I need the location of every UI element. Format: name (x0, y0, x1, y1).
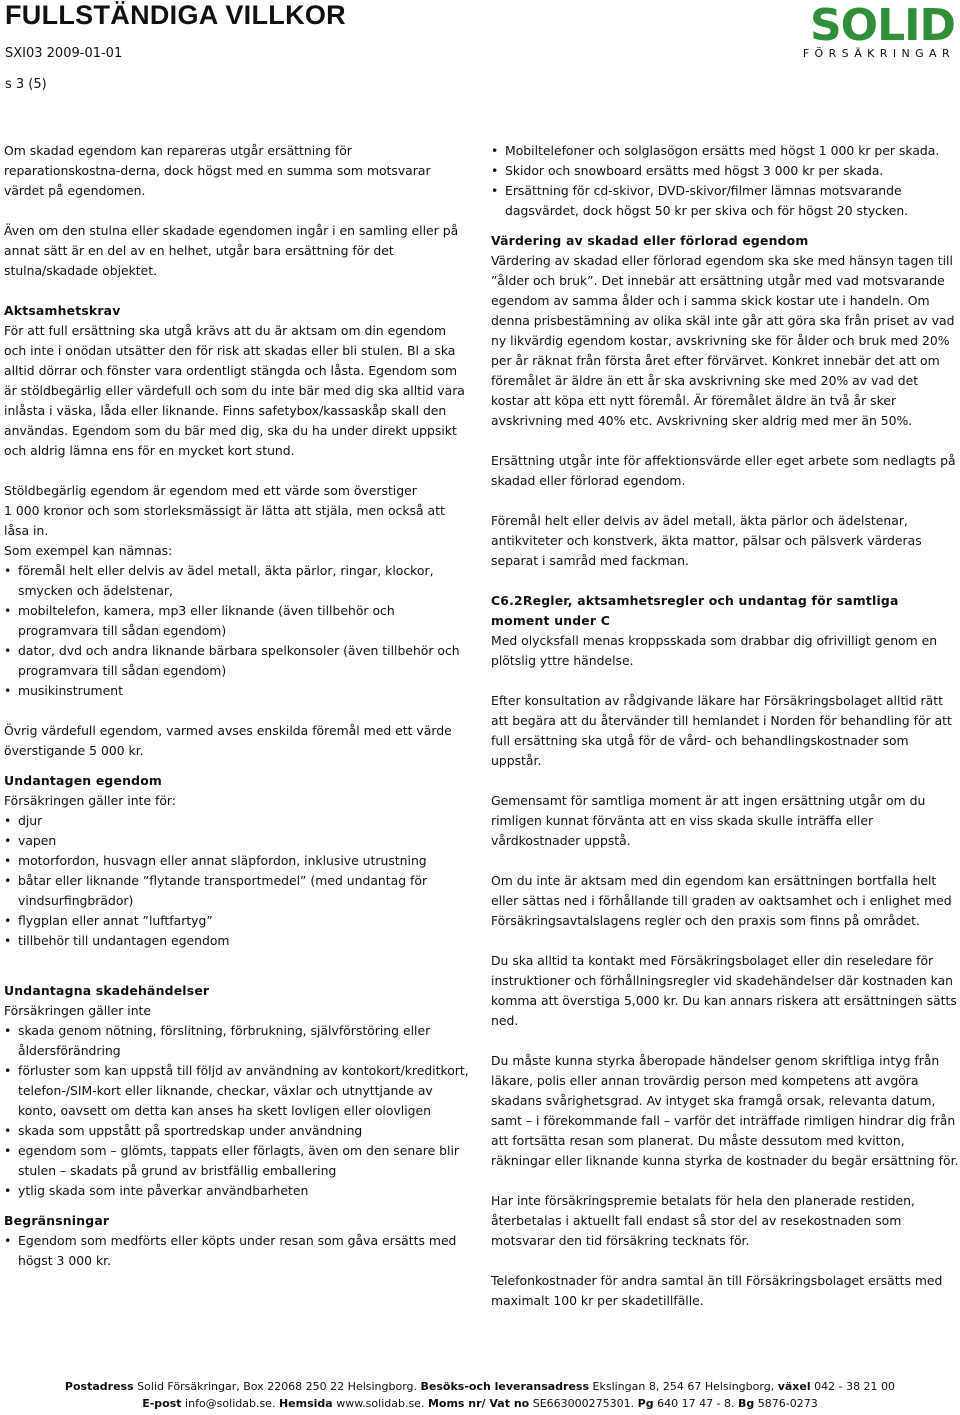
footer-label: Moms nr/ Vat no (427, 1397, 530, 1410)
list-item: • djur (4, 811, 469, 831)
paragraph-stoldbegarlig-2: 1 000 kronor och som storleksmässigt är lätta att stjäla, men också att låsa in. (4, 503, 445, 538)
list-item: • Skidor och snowboard ersätts med högst 3 000 kr per skada. (491, 161, 959, 181)
list-item: • ytlig skada som inte påverkar användbarheten (4, 1181, 469, 1201)
footer-label: Hemsida (278, 1397, 333, 1410)
paragraph-samling: Även om den stulna eller skadade egendomen ingår i en samling eller på annat sätt är en del av en helhet, utgår bara ersättning för det stulna/skadade objektet. (4, 223, 459, 278)
paragraph-telefonkostnader: Telefonkostnader för andra samtal än till Försäkringsbolaget ersätts med maximalt 100 kr per skadetillfälle. (491, 1273, 943, 1308)
footer-email-link[interactable]: info@solidab.se. (185, 1397, 276, 1410)
footer-value: 042 - 38 21 00 (814, 1380, 896, 1393)
skadehandelser-list (4, 1021, 469, 1201)
footer-label: E-post (142, 1397, 182, 1410)
list-item: • Mobiltelefoner och solglasögon ersätts med högst 1 000 kr per skada. (491, 141, 959, 161)
heading-aktsamhetskrav: Aktsamhetskrav (4, 303, 121, 318)
heading-undantagen-egendom: Undantagen egendom (4, 773, 163, 788)
paragraph-stoldbegarlig-1: Stöldbegärlig egendom är egendom med ett värde som överstiger (4, 483, 417, 498)
begransningar-list (4, 1231, 469, 1271)
list-item: • egendom som – glömts, tappats eller förlagts, även om den senare blir stulen – skadats på grund av bristfällig emballering (4, 1141, 469, 1181)
list-item: • Ersättning för cd-skivor, DVD-skivor/filmer lämnas motsvarande dagsvärdet, dock högst 50 kr per skiva och för högst 20 stycken. (491, 181, 959, 221)
paragraph-olycksfall: Med olycksfall menas kroppsskada som drabbar dig ofrivilligt genom en plötslig yttre händelse. (491, 633, 938, 668)
list-item: • Egendom som medförts eller köpts under resan som gåva ersätts med högst 3 000 kr. (4, 1231, 469, 1271)
logo-word: SOLID (809, 0, 955, 51)
paragraph-ovrig-vardefull: Övrig värdefull egendom, varmed avses enskilda föremål med ett värde överstigande 5 000 kr. (4, 723, 452, 758)
left-column (4, 141, 469, 1271)
right-column (491, 141, 959, 1311)
list-item: • skada genom nötning, förslitning, förbrukning, självförstöring eller åldersförändring (4, 1021, 469, 1061)
heading-undantagna-skadehandelser: Undantagna skadehändelser (4, 983, 210, 998)
list-item: • tillbehör till undantagen egendom (4, 931, 469, 951)
paragraph-undantagen: Försäkringen gäller inte för: (4, 793, 176, 808)
undantagen-list (4, 811, 469, 951)
footer-value: 640 17 47 - 8. (657, 1397, 735, 1410)
footer-line-2 (0, 1397, 960, 1410)
list-item: • motorfordon, husvagn eller annat släpfordon, inklusive utrustning (4, 851, 469, 871)
logo-subtitle: FÖRSÄKRINGAR (802, 47, 955, 60)
list-item: • vapen (4, 831, 469, 851)
list-item: • mobiltelefon, kamera, mp3 eller liknande (även tillbehör och programvara till sådan egendom) (4, 601, 469, 641)
paragraph-konsultation: Efter konsultation av rådgivande läkare har Försäkringsbolaget alltid rätt att begära att du återvänder till hemlandet i Norden för behandling för att full ersättning ska utgå för de vård- och behandlingskostnader som uppstår. (491, 693, 952, 768)
list-item: • föremål helt eller delvis av ädel metall, äkta pärlor, ringar, klockor, smycken och ädelstenar, (4, 561, 469, 601)
paragraph-aktsamhetskrav: För att full ersättning ska utgå krävs att du är aktsam om din egendom och inte i onödan utsätter den för risk att skadas eller bli stulen. Bl a ska alltid dörrar och fönster vara ordentligt stängda och låsta. Egendom som är stöldbegärlig eller värdefull och som du inte bär med dig ska alltid vara inlåsta i väska, låda eller liknande. Finns safetybox/kassaskåp skall den användas. Egendom som du bär med dig, ska du ha under direkt uppsikt och aldrig lämna ens för en mycket kort stund. (4, 323, 465, 458)
paragraph-undantagna-skadehandelser: Försäkringen gäller inte (4, 1003, 152, 1018)
paragraph-gemensamt: Gemensamt för samtliga moment är att ingen ersättning utgår om du rimligen kunnat förvänta att en viss skada skulle inträffa eller vårdkostnader uppstå. (491, 793, 926, 848)
paragraph-reparation: Om skadad egendom kan repareras utgår ersättning för reparationskostna-derna, dock högst med en summa som motsvarar värdet på egendomen. (4, 143, 431, 198)
heading-begransningar: Begränsningar (4, 1213, 110, 1228)
ersattning-list (491, 141, 959, 221)
list-item: • flygplan eller annat ”luftfartyg” (4, 911, 469, 931)
list-item: • dator, dvd och andra liknande bärbara spelkonsoler (även tillbehör och programvara till sådan egendom) (4, 641, 469, 681)
solid-logo (785, 0, 955, 62)
list-item: • musikinstrument (4, 681, 469, 701)
list-item: • skada som uppstått på sportredskap under användning (4, 1121, 469, 1141)
footer-value: Ekslingan 8, 254 67 Helsingborg, (592, 1380, 775, 1393)
document-title: FULLSTÄNDIGA VILLKOR (5, 0, 346, 30)
footer-label: Bg (738, 1397, 755, 1410)
page-number: s 3 (5) (5, 77, 47, 92)
footer-value: Solid Försäkringar, Box 22068 250 22 Helsingborg. (137, 1380, 418, 1393)
exempel-list (4, 561, 469, 701)
footer-value: 5876-0273 (757, 1397, 818, 1410)
paragraph-aktsam-egendom: Om du inte är aktsam med din egendom kan ersättningen bortfalla helt eller sättas ned i förhållande till graden av oaktsamhet och i enlighet med Försäkringsavtalslagens regler och den praxis som finns på området. (491, 873, 952, 928)
paragraph-exempel: Som exempel kan nämnas: (4, 543, 173, 558)
paragraph-styrka: Du måste kunna styrka åberopade händelser genom skriftliga intyg från läkare, polis eller annan trovärdig person med kompetens att avgöra skadans svårighetsgrad. Av intyget ska framgå orsak, relevanta datum, samt – i förekommande fall – varför det inträffade rimligen hindrar dig från att fortsätta resan som planerat. Du måste dessutom med kvitton, räkningar eller liknande kunna styrka de kostnader du begär ersättning för. (491, 1053, 959, 1168)
footer-website-link[interactable]: www.solidab.se. (336, 1397, 425, 1410)
paragraph-premie: Har inte försäkringspremie betalats för hela den planerade restiden, återbetalas i aktuellt fall endast så stor del av resekostnaden som motsvarar den tid försäkring tecknats för. (491, 1193, 915, 1248)
paragraph-affektionsvarde: Ersättning utgår inte för affektionsvärde eller eget arbete som nedlagts på skadad eller förlorad egendom. (491, 453, 956, 488)
paragraph-foremal-adel-metall: Föremål helt eller delvis av ädel metall, äkta pärlor och ädelstenar, antikviteter och konstverk, äkta mattor, pälsar och pälsverk värderas separat i samråd med fackman. (491, 513, 922, 568)
footer-line-1 (0, 1380, 960, 1393)
heading-vardering: Värdering av skadad eller förlorad egendom (491, 233, 809, 248)
footer-label: Pg (637, 1397, 654, 1410)
heading-c6-2: C6.2Regler, aktsamhetsregler och undantag för samtliga moment under C (491, 593, 899, 628)
footer-value: SE663000275301. (532, 1397, 635, 1410)
paragraph-vardering: Värdering av skadad eller förlorad egendom ska ske med hänsyn tagen till ”ålder och bruk”. Det innebär att ersättning utgår med vad motsvarande egendom av samma ålder och i samma skick kostar ute i handeln. Om denna prisbestämning av olika skäl inte går att göra ska från priset av vad ny likvärdig egendom kostar, avskrivning ske för ålder och bruk med 20% per år räknat från första året efter förvärvet. Konkret innebär det att om föremålet är äldre än ett år ska avskrivning ske med 20% av vad det kostar att köpa ett nytt föremål. Är föremålet äldre än två år sker avskrivning med 40% etc. Avskrivning sker aldrig med mer än 50%. (491, 253, 955, 428)
footer-label: Besöks-och leveransadress (420, 1380, 590, 1393)
list-item: • båtar eller liknande ”flytande transportmedel” (med undantag för vindsurfingbrädor) (4, 871, 469, 911)
paragraph-kontakt: Du ska alltid ta kontakt med Försäkringsbolaget eller din reseledare för instruktioner och förhållningsregler vid skadehändelser där kostnaden kan komma att överstiga 5,000 kr. Du kan annars riskera att ersättningen sätts ned. (491, 953, 957, 1028)
footer-label: Postadress (64, 1380, 134, 1393)
list-item: • förluster som kan uppstå till följd av användning av kontokort/kreditkort, telefon-/SIM-kort eller liknande, checkar, växlar och utnyttjande av konto, oavsett om detta kan anses ha skett lovligen eller olovligen (4, 1061, 469, 1121)
footer-label: växel (777, 1380, 811, 1393)
document-code: SXI03 2009-01-01 (5, 46, 123, 61)
